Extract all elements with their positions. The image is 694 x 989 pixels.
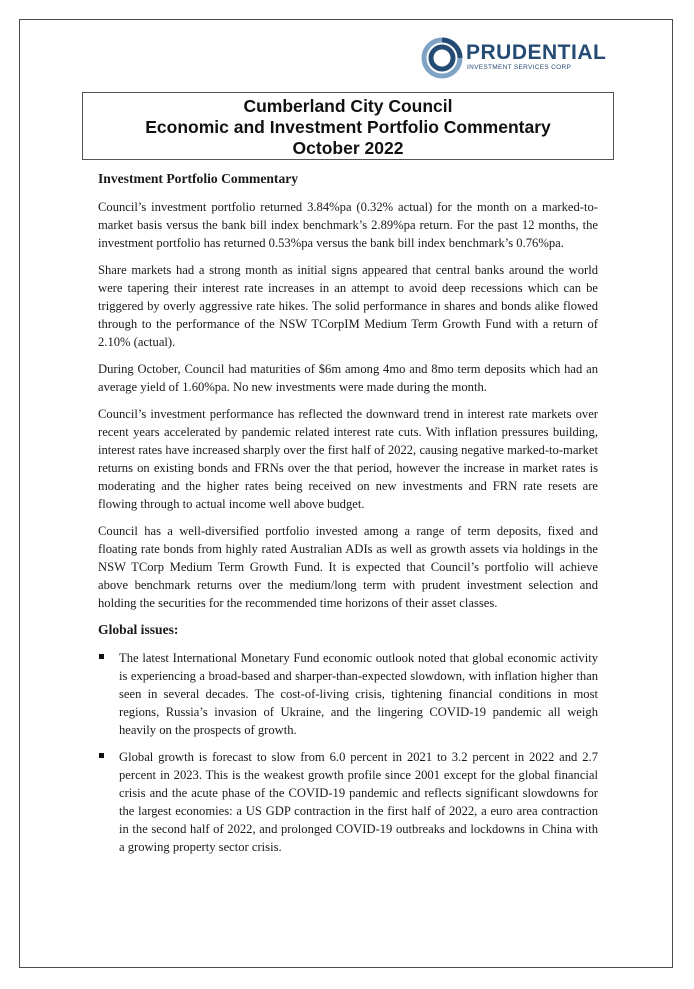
prudential-logo-icon bbox=[421, 37, 463, 79]
title-commentary: Economic and Investment Portfolio Commentary bbox=[145, 117, 551, 137]
square-bullet-icon bbox=[99, 753, 104, 758]
square-bullet-icon bbox=[99, 654, 104, 659]
portfolio-commentary-heading: Investment Portfolio Commentary bbox=[98, 171, 299, 186]
paragraph-maturities: During October, Council had maturities of $6m among 4mo and 8mo term deposits which had an average yield of 1.60%pa. No new investments were made during the month. bbox=[98, 362, 598, 394]
title-month: October 2022 bbox=[292, 138, 404, 158]
paragraph-share-markets: Share markets had a strong month as initial signs appeared that central banks around the world were tapering their interest rate increases in an attempt to avoid deep recessions which can be triggered by overly aggressive rate hikes. The solid performance in shares and bonds alike flowed through to the performance of the NSW TCorpIM Medium Term Growth Fund with a return of 2.10% (actual). bbox=[98, 263, 598, 349]
global-issues-list bbox=[98, 649, 598, 856]
paragraph-diversification: Council has a well-diversified portfolio invested among a range of term deposits, fixed and floating rate bonds from highly rated Australian ADIs as well as growth assets via holdings in the NSW TCorp Medium Term Growth Fund. It is expected that Council’s portfolio will achieve above benchmark returns over the medium/long term with prudent investment selection and holding the securities for the recommended time horizons of their asset classes. bbox=[98, 524, 598, 610]
list-item bbox=[98, 748, 598, 856]
bullet-text-imf-outlook: The latest International Monetary Fund economic outlook noted that global economic activity is experiencing a broad-based and sharper-than-expected slowdown, with inflation higher than seen in several decades. The cost-of-living crisis, tightening financial conditions in most regions, Russia’s invasion of Ukraine, and the lingering COVID-19 pandemic all weigh heavily on the prospects of growth. bbox=[119, 651, 598, 737]
document-body bbox=[98, 170, 598, 865]
document-title-box bbox=[82, 92, 614, 160]
paragraph-performance: Council’s investment performance has reflected the downward trend in interest rate markets over recent years accelerated by pandemic related interest rate cuts. With inflation pressures building, interest rates have increased sharply over the first half of 2022, causing negative marked-to-market returns on existing bonds and FRNs over the that period, however the increase in market rates is moderating and the higher rates being received on new investments and FRN rate resets are flowing through to actual income well above budget. bbox=[98, 407, 598, 511]
global-issues-heading: Global issues: bbox=[98, 622, 179, 637]
paragraph-returns: Council’s investment portfolio returned 3.84%pa (0.32% actual) for the month on a marked-to-market basis versus the bank bill index benchmark’s 2.89%pa return. For the past 12 months, the investment portfolio has returned 0.53%pa versus the bank bill index benchmark’s 0.76%pa. bbox=[98, 200, 598, 250]
logo-name: PRUDENTIAL bbox=[466, 41, 607, 64]
list-item bbox=[98, 649, 598, 739]
title-council: Cumberland City Council bbox=[243, 96, 453, 116]
company-logo bbox=[421, 37, 607, 79]
logo-tagline: INVESTMENT SERVICES CORP bbox=[467, 64, 572, 71]
bullet-text-growth-forecast: Global growth is forecast to slow from 6.0 percent in 2021 to 3.2 percent in 2022 and 2.7 percent in 2023. This is the weakest growth profile since 2001 except for the global financial crisis and the acute phase of the COVID-19 pandemic and reflects significant slowdowns for the largest economies: a US GDP contraction in the first half of 2022, a euro area contraction in the second half of 2022, and prolonged COVID-19 outbreaks and lockdowns in China with a growing property sector crisis. bbox=[119, 750, 598, 854]
